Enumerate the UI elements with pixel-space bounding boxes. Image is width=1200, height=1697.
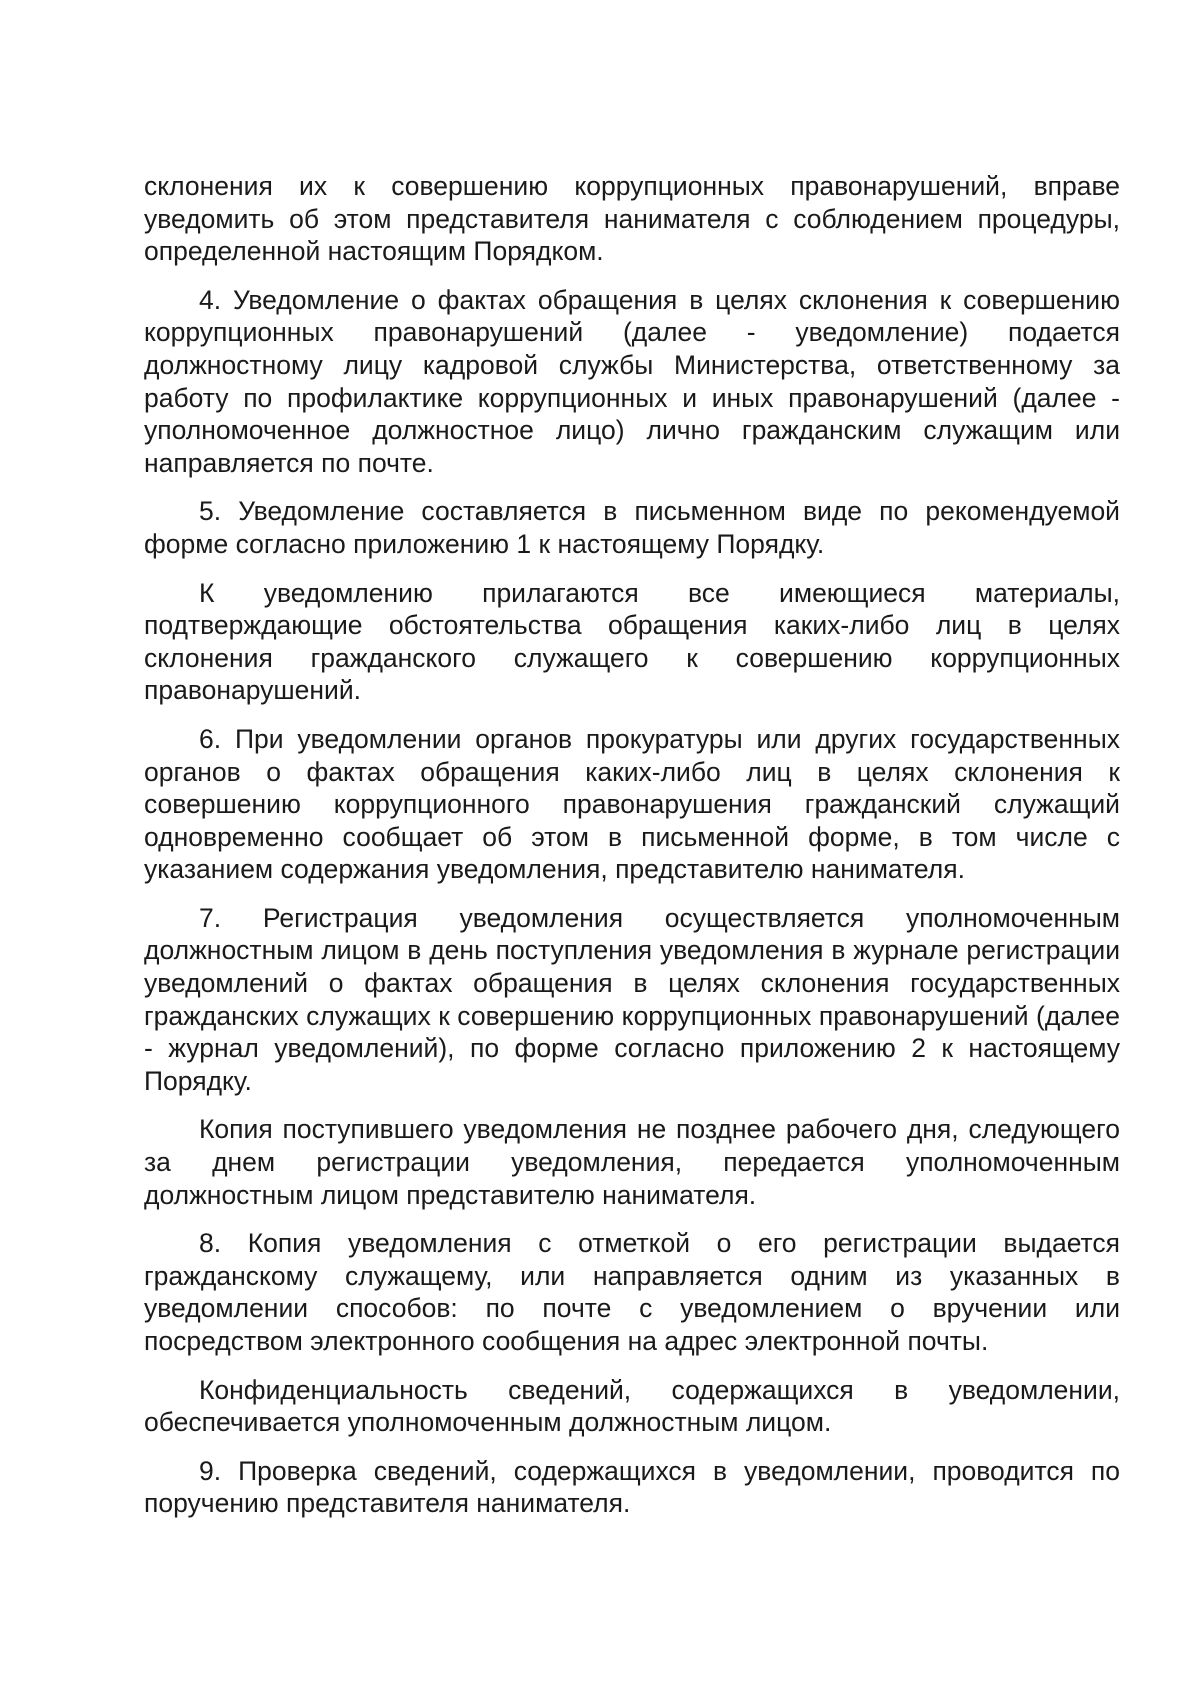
document-page: [144, 170, 1120, 1536]
paragraph-item-5-attachments: К уведомлению прилагаются все имеющиеся материалы, подтверждающие обстоятельства обращения каких-либо лиц в целях склонения гражданского служащего к совершению коррупционных правонарушений.: [144, 577, 1120, 706]
paragraph-item-4: 4. Уведомление о фактах обращения в целях склонения к совершению коррупционных правонарушений (далее - уведомление) подается должностному лицу кадровой службы Министерства, ответственному за работу по профилактике коррупционных и иных правонарушений (далее - уполномоченное должностное лицо) лично гражданским служащим или направляется по почте.: [144, 284, 1120, 478]
paragraph-continuation: склонения их к совершению коррупционных правонарушений, вправе уведомить об этом представителя нанимателя с соблюдением процедуры, определенной настоящим Порядком.: [144, 171, 1120, 267]
paragraph-item-5: 5. Уведомление составляется в письменном виде по рекомендуемой форме согласно приложению 1 к настоящему Порядку.: [144, 496, 1120, 559]
paragraph-item-8: 8. Копия уведомления с отметкой о его регистрации выдается гражданскому служащему, или направляется одним из указанных в уведомлении способов: по почте с уведомлением о вручении или посредством электронного сообщения на адрес электронной почты.: [144, 1228, 1120, 1356]
paragraph-item-7-copy: Копия поступившего уведомления не позднее рабочего дня, следующего за днем регистрации уведомления, передается уполномоченным должностным лицом представителю нанимателя.: [144, 1114, 1120, 1210]
paragraph-item-6: 6. При уведомлении органов прокуратуры или других государственных органов о фактах обращения каких-либо лиц в целях склонения к совершению коррупционного правонарушения гражданский служащий одновременно сообщает об этом в письменной форме, в том числе с указанием содержания уведомления, представителю нанимателя.: [144, 723, 1120, 885]
paragraph-item-7: 7. Регистрация уведомления осуществляется уполномоченным должностным лицом в день поступления уведомления в журнале регистрации уведомлений о фактах обращения в целях склонения государственных гражданских служащих к совершению коррупционных правонарушений (далее - журнал уведомлений), по форме согласно приложению 2 к настоящему Порядку.: [144, 902, 1120, 1096]
paragraph-item-9: 9. Проверка сведений, содержащихся в уведомлении, проводится по поручению представителя нанимателя.: [144, 1455, 1120, 1519]
paragraph-item-8-confidentiality: Конфиденциальность сведений, содержащихся в уведомлении, обеспечивается уполномоченным должностным лицом.: [144, 1374, 1120, 1438]
